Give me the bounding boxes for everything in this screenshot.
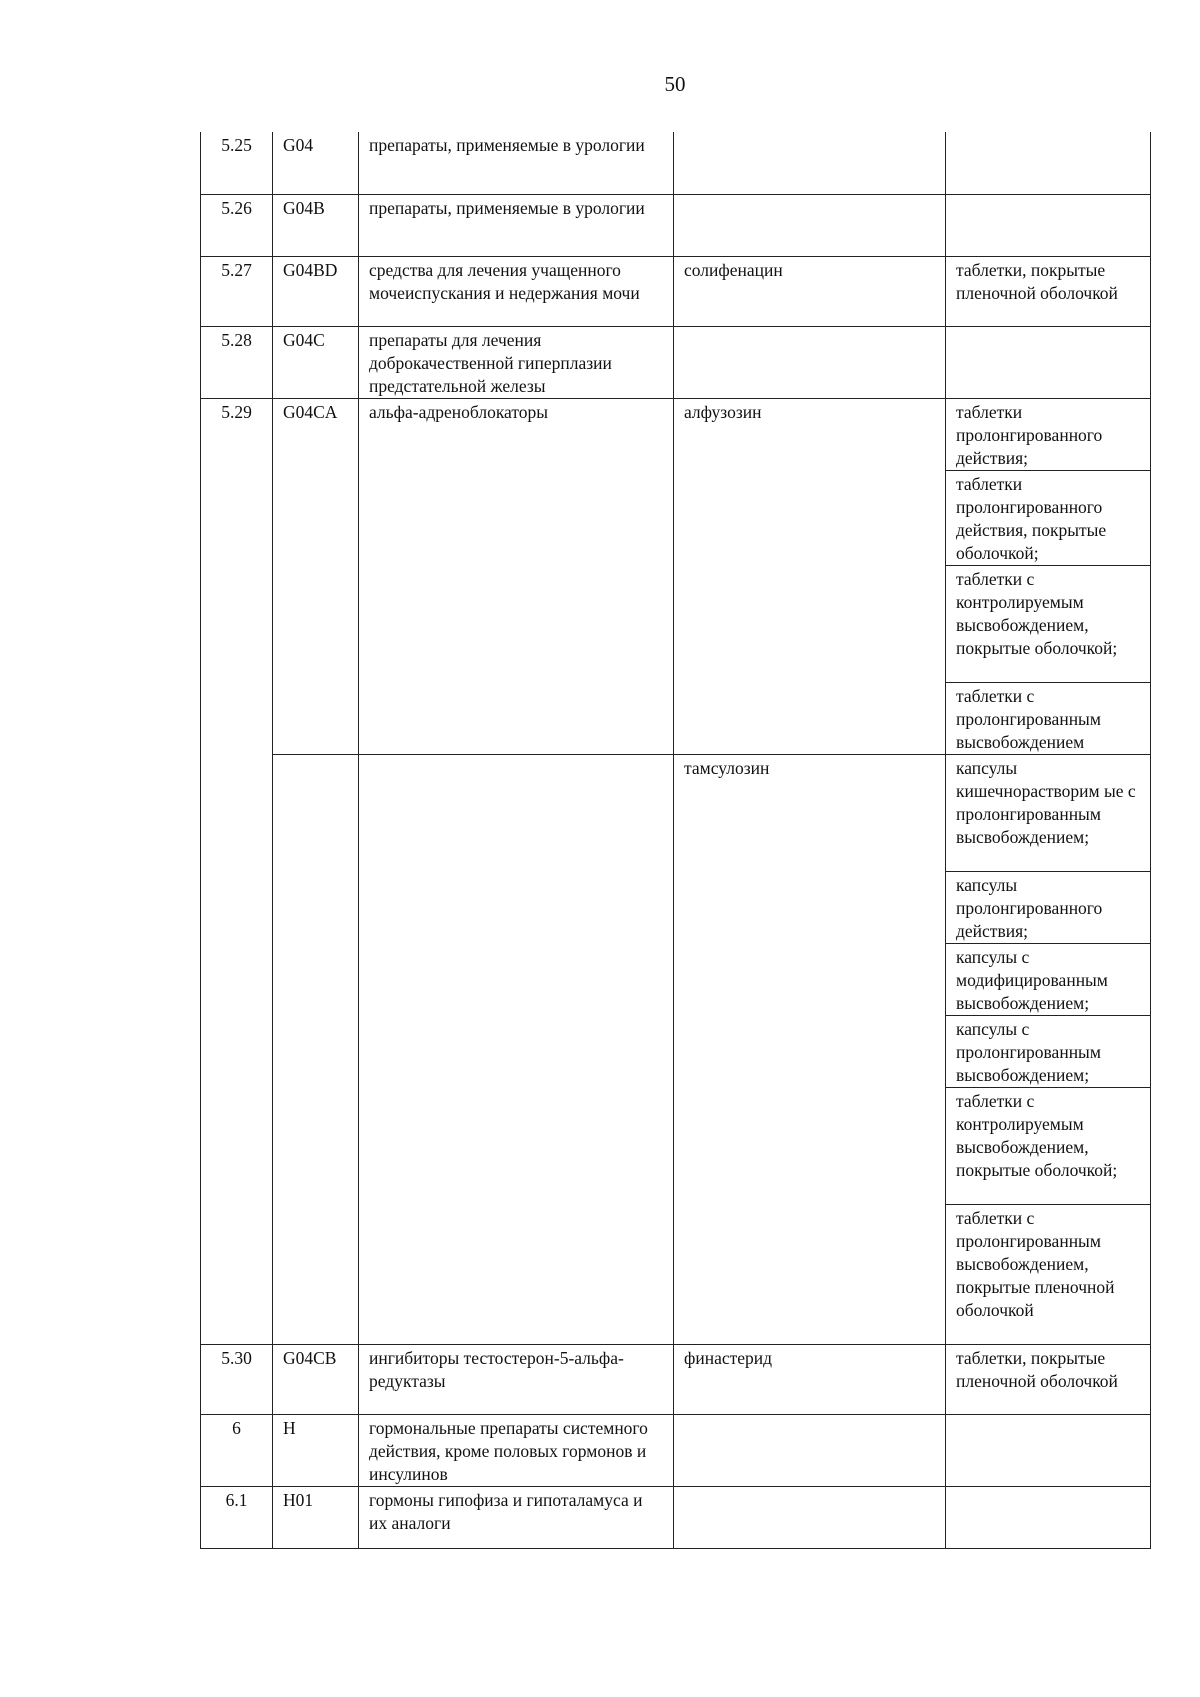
atc-code: G04B: [273, 194, 359, 256]
dosage-form: [946, 194, 1151, 256]
dosage-form: таблетки с контролируемым высвобождением, покрытые оболочкой;: [946, 565, 1151, 682]
row-number: 5.30: [201, 1344, 273, 1414]
row-number: 6: [201, 1414, 273, 1486]
group-name: [359, 754, 674, 1344]
atc-code: G04BD: [273, 256, 359, 326]
atc-code: [273, 754, 359, 1344]
dosage-form: [946, 326, 1151, 398]
table-row: [201, 256, 1151, 326]
group-name: препараты для лечения доброкачественной гиперплазии предстательной железы: [359, 326, 674, 398]
table-row: [201, 1486, 1151, 1548]
group-name: ингибиторы тестостерон-5-альфа-редуктазы: [359, 1344, 674, 1414]
row-number: 5.26: [201, 194, 273, 256]
table-row: [201, 754, 1151, 871]
dosage-form: таблетки с пролонгированным высвобождением, покрытые пленочной оболочкой: [946, 1204, 1151, 1344]
drug-name: [674, 1414, 946, 1486]
dosage-form: таблетки с контролируемым высвобождением, покрытые оболочкой;: [946, 1087, 1151, 1204]
group-name: препараты, применяемые в урологии: [359, 132, 674, 194]
drug-classification-table: [200, 132, 1151, 1549]
page-number: 50: [664, 72, 686, 96]
dosage-form: [946, 1414, 1151, 1486]
atc-code: G04CA: [273, 398, 359, 754]
table-row: [201, 326, 1151, 398]
table-row: [201, 194, 1151, 256]
dosage-form: таблетки пролонгированного действия;: [946, 398, 1151, 470]
drug-name: солифенацин: [674, 256, 946, 326]
group-name: гормональные препараты системного действия, кроме половых гормонов и инсулинов: [359, 1414, 674, 1486]
group-name: альфа-адреноблокаторы: [359, 398, 674, 754]
drug-name: [674, 132, 946, 194]
atc-code: G04CB: [273, 1344, 359, 1414]
table-row: [201, 132, 1151, 194]
dosage-form: капсулы пролонгированного действия;: [946, 871, 1151, 943]
dosage-form: капсулы кишечнорастворим ые с пролонгированным высвобождением;: [946, 754, 1151, 871]
atc-code: H01: [273, 1486, 359, 1548]
drug-name: [674, 194, 946, 256]
drug-name: алфузозин: [674, 398, 946, 754]
dosage-form: капсулы с пролонгированным высвобождением;: [946, 1015, 1151, 1087]
group-name: средства для лечения учащенного мочеиспускания и недержания мочи: [359, 256, 674, 326]
row-number: 5.27: [201, 256, 273, 326]
dosage-form: таблетки, покрытые пленочной оболочкой: [946, 256, 1151, 326]
drug-name: [674, 326, 946, 398]
drug-name: финастерид: [674, 1344, 946, 1414]
table-row: [201, 398, 1151, 470]
atc-code: G04C: [273, 326, 359, 398]
row-number: 6.1: [201, 1486, 273, 1548]
atc-code: H: [273, 1414, 359, 1486]
drug-name: [674, 1486, 946, 1548]
table-row: [201, 1414, 1151, 1486]
drug-name: тамсулозин: [674, 754, 946, 1344]
atc-code: G04: [273, 132, 359, 194]
dosage-form: таблетки с пролонгированным высвобождением: [946, 682, 1151, 754]
row-number: 5.25: [201, 132, 273, 194]
group-name: гормоны гипофиза и гипоталамуса и их аналоги: [359, 1486, 674, 1548]
row-number: 5.29: [201, 398, 273, 1344]
dosage-form: капсулы с модифицированным высвобождением;: [946, 943, 1151, 1015]
dosage-form: таблетки, покрытые пленочной оболочкой: [946, 1344, 1151, 1414]
group-name: препараты, применяемые в урологии: [359, 194, 674, 256]
table-row: [201, 1344, 1151, 1414]
dosage-form: [946, 132, 1151, 194]
dosage-form: таблетки пролонгированного действия, покрытые оболочкой;: [946, 470, 1151, 565]
row-number: 5.28: [201, 326, 273, 398]
dosage-form: [946, 1486, 1151, 1548]
